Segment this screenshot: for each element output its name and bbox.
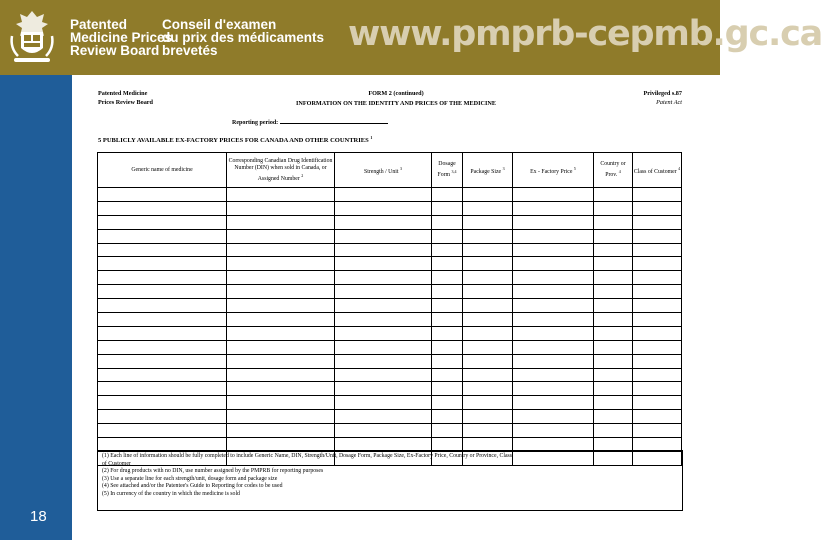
column-header-label: Package Size	[470, 168, 502, 175]
right-header-line: Privileged s.87	[643, 90, 682, 97]
column-header-label: Ex - Factory Price	[530, 168, 573, 175]
table-cell[interactable]	[633, 410, 682, 424]
table-cell[interactable]	[98, 368, 227, 382]
column-header	[335, 153, 432, 188]
table-cell[interactable]	[594, 382, 633, 396]
footnote: (2) For drug products with no DIN, use number assigned by the PMPRB for reporting purposes	[102, 468, 324, 475]
table-cell[interactable]	[432, 201, 463, 215]
left-header-line: Prices Review Board	[98, 99, 153, 106]
table-cell[interactable]	[227, 257, 335, 271]
table-cell[interactable]	[335, 299, 432, 313]
column-header	[594, 153, 633, 188]
org-fr-line: brevetés	[162, 43, 218, 58]
table-cell[interactable]	[594, 215, 633, 229]
table-cell[interactable]	[98, 326, 227, 340]
left-sidebar	[0, 75, 72, 540]
table-cell[interactable]	[432, 340, 463, 354]
table-cell[interactable]	[633, 424, 682, 438]
table-cell[interactable]	[98, 313, 227, 327]
table-cell[interactable]	[98, 424, 227, 438]
table-cell[interactable]	[594, 188, 633, 202]
table-cell[interactable]	[633, 257, 682, 271]
reporting-period-label: Reporting period:	[232, 120, 279, 126]
column-header	[463, 153, 513, 188]
column-header-note: 3,4	[451, 169, 457, 175]
section-title-text: 5 PUBLICLY AVAILABLE EX-FACTORY PRICES FOR CANADA AND OTHER COUNTRIES	[98, 137, 369, 145]
column-header-note: 5	[573, 165, 576, 171]
table-cell[interactable]	[432, 326, 463, 340]
table-cell[interactable]	[633, 313, 682, 327]
site-url: www.pmprb-cepmb.gc.ca	[348, 14, 822, 54]
table-cell[interactable]	[633, 299, 682, 313]
table-row	[98, 188, 682, 202]
table-cell[interactable]	[633, 368, 682, 382]
table-cell[interactable]	[227, 271, 335, 285]
table-cell[interactable]	[227, 424, 335, 438]
table-cell[interactable]	[98, 285, 227, 299]
table-cell[interactable]	[98, 410, 227, 424]
table-cell[interactable]	[594, 410, 633, 424]
table-cell[interactable]	[227, 229, 335, 243]
table-cell[interactable]	[463, 326, 513, 340]
table-cell[interactable]	[227, 382, 335, 396]
column-header-label: Strength / Unit	[364, 168, 399, 175]
table-cell[interactable]	[463, 243, 513, 257]
table-cell[interactable]	[633, 340, 682, 354]
table-cell[interactable]	[463, 271, 513, 285]
table-cell[interactable]	[98, 354, 227, 368]
table-cell[interactable]	[463, 424, 513, 438]
table-row	[98, 285, 682, 299]
page-number: 18	[30, 508, 47, 525]
table-cell[interactable]	[335, 396, 432, 410]
table-row	[98, 201, 682, 215]
column-header-note: 3	[502, 165, 505, 171]
table-row	[98, 368, 682, 382]
table-cell[interactable]	[594, 424, 633, 438]
table-cell[interactable]	[98, 299, 227, 313]
column-header-note: 3	[399, 165, 402, 171]
org-fr-line: Conseil d'examen	[162, 17, 277, 32]
table-cell[interactable]	[513, 229, 594, 243]
table-cell[interactable]	[432, 396, 463, 410]
table-row	[98, 410, 682, 424]
table-cell[interactable]	[335, 188, 432, 202]
table-row	[98, 257, 682, 271]
table-cell[interactable]	[98, 382, 227, 396]
table-cell[interactable]	[432, 354, 463, 368]
table-cell[interactable]	[594, 201, 633, 215]
table-cell[interactable]	[513, 285, 594, 299]
table-cell[interactable]	[513, 257, 594, 271]
table-cell[interactable]	[633, 382, 682, 396]
form-title-block	[72, 89, 720, 109]
table-cell[interactable]	[463, 215, 513, 229]
table-cell[interactable]	[513, 188, 594, 202]
table-cell[interactable]	[335, 326, 432, 340]
table-cell[interactable]	[335, 271, 432, 285]
table-row	[98, 313, 682, 327]
table-cell[interactable]	[513, 243, 594, 257]
table-cell[interactable]	[335, 285, 432, 299]
table-cell[interactable]	[432, 313, 463, 327]
table-cell[interactable]	[633, 243, 682, 257]
table-cell[interactable]	[227, 396, 335, 410]
column-header	[432, 153, 463, 188]
table-cell[interactable]	[98, 188, 227, 202]
column-header-label: Country or Prov.	[600, 161, 626, 178]
column-header-note: 2	[301, 172, 304, 178]
table-cell[interactable]	[633, 285, 682, 299]
footnote: (1) Each line of information should be fully completed to include Generic Name, DIN, Strength/Unit, Dosage Form, Package Size, Ex-Factory Price, Country or Province, Class	[102, 453, 513, 459]
table-cell[interactable]	[227, 201, 335, 215]
form-document	[72, 75, 720, 540]
table-cell[interactable]	[594, 271, 633, 285]
table-cell[interactable]	[594, 340, 633, 354]
table-cell[interactable]	[432, 382, 463, 396]
table-row	[98, 424, 682, 438]
table-cell[interactable]	[335, 313, 432, 327]
table-cell[interactable]	[432, 229, 463, 243]
table-body	[98, 188, 682, 466]
table-cell[interactable]	[513, 340, 594, 354]
column-header	[227, 153, 335, 188]
table-cell[interactable]	[432, 368, 463, 382]
table-cell[interactable]	[463, 257, 513, 271]
table-cell[interactable]	[335, 229, 432, 243]
table-cell[interactable]	[227, 285, 335, 299]
table-cell[interactable]	[335, 368, 432, 382]
table-cell[interactable]	[633, 215, 682, 229]
table-cell[interactable]	[432, 243, 463, 257]
table-cell[interactable]	[227, 188, 335, 202]
table-cell[interactable]	[98, 257, 227, 271]
table-cell[interactable]	[513, 368, 594, 382]
table-cell[interactable]	[98, 243, 227, 257]
column-header	[98, 153, 227, 188]
table-cell[interactable]	[594, 285, 633, 299]
table-row	[98, 354, 682, 368]
table-cell[interactable]	[227, 410, 335, 424]
column-header-label: Class of Customer	[633, 168, 677, 175]
table-cell[interactable]	[594, 243, 633, 257]
org-name-english	[70, 18, 172, 57]
table-cell[interactable]	[513, 215, 594, 229]
table-row	[98, 229, 682, 243]
table-cell[interactable]	[463, 354, 513, 368]
table-cell[interactable]	[98, 215, 227, 229]
table-cell[interactable]	[432, 188, 463, 202]
section-note: 1	[370, 135, 373, 140]
column-header-label: Corresponding Canadian Drug Identification Number (DIN) when sold in Canada, or Assigned Number	[228, 157, 333, 182]
table-cell[interactable]	[335, 424, 432, 438]
table-cell[interactable]	[594, 354, 633, 368]
table-cell[interactable]	[335, 354, 432, 368]
table-cell[interactable]	[335, 340, 432, 354]
table-cell[interactable]	[513, 271, 594, 285]
table-cell[interactable]	[227, 313, 335, 327]
table-cell[interactable]	[463, 201, 513, 215]
table-cell[interactable]	[98, 271, 227, 285]
column-header-note: 4	[678, 165, 681, 171]
org-en-line: Review Board	[70, 43, 160, 58]
left-header-line: Patented Medicine	[98, 90, 148, 97]
table-cell[interactable]	[513, 382, 594, 396]
table-cell[interactable]	[227, 326, 335, 340]
table-cell[interactable]	[513, 299, 594, 313]
table-cell[interactable]	[227, 354, 335, 368]
table-cell[interactable]	[594, 396, 633, 410]
table-cell[interactable]	[432, 424, 463, 438]
table-row	[98, 243, 682, 257]
table-cell[interactable]	[98, 201, 227, 215]
table-cell[interactable]	[594, 368, 633, 382]
column-header-label: Generic name of medicine	[131, 166, 193, 173]
org-en-line: Patented	[70, 17, 128, 32]
table-cell[interactable]	[463, 396, 513, 410]
table-cell[interactable]	[432, 299, 463, 313]
table-cell[interactable]	[335, 257, 432, 271]
column-header	[513, 153, 594, 188]
table-cell[interactable]	[98, 340, 227, 354]
footnote: (4) See attached and/or the Patentee's Guide to Reporting for codes to be used	[102, 483, 283, 490]
site-header	[0, 0, 822, 75]
prices-table	[97, 152, 682, 466]
right-header-line: Patent Act	[656, 99, 682, 106]
table-row	[98, 215, 682, 229]
table-cell[interactable]	[513, 326, 594, 340]
table-cell[interactable]	[633, 188, 682, 202]
table-cell[interactable]	[513, 354, 594, 368]
table-cell[interactable]	[227, 299, 335, 313]
table-cell[interactable]	[633, 271, 682, 285]
section-title	[98, 135, 372, 144]
column-header-label: Dosage Form	[437, 161, 456, 178]
table-cell[interactable]	[594, 229, 633, 243]
table-cell[interactable]	[463, 285, 513, 299]
table-cell[interactable]	[227, 368, 335, 382]
table-cell[interactable]	[633, 354, 682, 368]
table-cell[interactable]	[633, 396, 682, 410]
table-cell[interactable]	[594, 299, 633, 313]
table-cell[interactable]	[463, 188, 513, 202]
table-cell[interactable]	[432, 257, 463, 271]
table-cell[interactable]	[594, 326, 633, 340]
form-subtitle: INFORMATION ON THE IDENTITY AND PRICES OF THE MEDICINE	[296, 100, 496, 107]
footnote: (5) In currency of the country in which the medicine is sold	[102, 490, 240, 497]
table-cell[interactable]	[513, 313, 594, 327]
table-cell[interactable]	[633, 326, 682, 340]
table-cell[interactable]	[98, 396, 227, 410]
table-cell[interactable]	[513, 410, 594, 424]
footnotes	[97, 450, 683, 511]
table-cell[interactable]	[227, 243, 335, 257]
table-cell[interactable]	[594, 313, 633, 327]
table-row	[98, 340, 682, 354]
form-right-header	[644, 89, 683, 107]
table-cell[interactable]	[463, 382, 513, 396]
table-cell[interactable]	[633, 201, 682, 215]
table-cell[interactable]	[432, 215, 463, 229]
table-cell[interactable]	[594, 257, 633, 271]
table-cell[interactable]	[463, 340, 513, 354]
org-fr-line: du prix des médicaments	[162, 30, 325, 45]
table-cell[interactable]	[335, 382, 432, 396]
table-row	[98, 382, 682, 396]
canada-coat-of-arms-icon	[8, 8, 56, 66]
table-cell[interactable]	[432, 410, 463, 424]
table-cell[interactable]	[335, 243, 432, 257]
footnote: of Customer	[102, 460, 131, 467]
table-cell[interactable]	[335, 201, 432, 215]
table-row	[98, 326, 682, 340]
table-header-row	[98, 153, 682, 188]
table-cell[interactable]	[463, 313, 513, 327]
table-cell[interactable]	[463, 410, 513, 424]
reporting-period-field[interactable]	[280, 117, 388, 124]
form-title: FORM 2 (continued)	[368, 90, 424, 97]
table-cell[interactable]	[335, 410, 432, 424]
table-cell[interactable]	[463, 368, 513, 382]
table-cell[interactable]	[227, 215, 335, 229]
table-row	[98, 396, 682, 410]
table-cell[interactable]	[432, 271, 463, 285]
org-en-line: Medicine Prices	[70, 30, 173, 45]
table-cell[interactable]	[463, 299, 513, 313]
table-cell[interactable]	[432, 285, 463, 299]
table-row	[98, 271, 682, 285]
reporting-period	[232, 117, 388, 126]
column-header	[633, 153, 682, 188]
table-cell[interactable]	[513, 396, 594, 410]
table-cell[interactable]	[335, 215, 432, 229]
column-header-note: 4	[618, 169, 621, 175]
table-cell[interactable]	[513, 201, 594, 215]
table-cell[interactable]	[633, 229, 682, 243]
table-cell[interactable]	[513, 424, 594, 438]
org-name-french	[162, 18, 324, 57]
table-cell[interactable]	[227, 340, 335, 354]
footnote: (3) Use a separate line for each strength/unit, dosage form and package size	[102, 475, 278, 482]
table-row	[98, 299, 682, 313]
table-cell[interactable]	[463, 229, 513, 243]
table-cell[interactable]	[98, 229, 227, 243]
